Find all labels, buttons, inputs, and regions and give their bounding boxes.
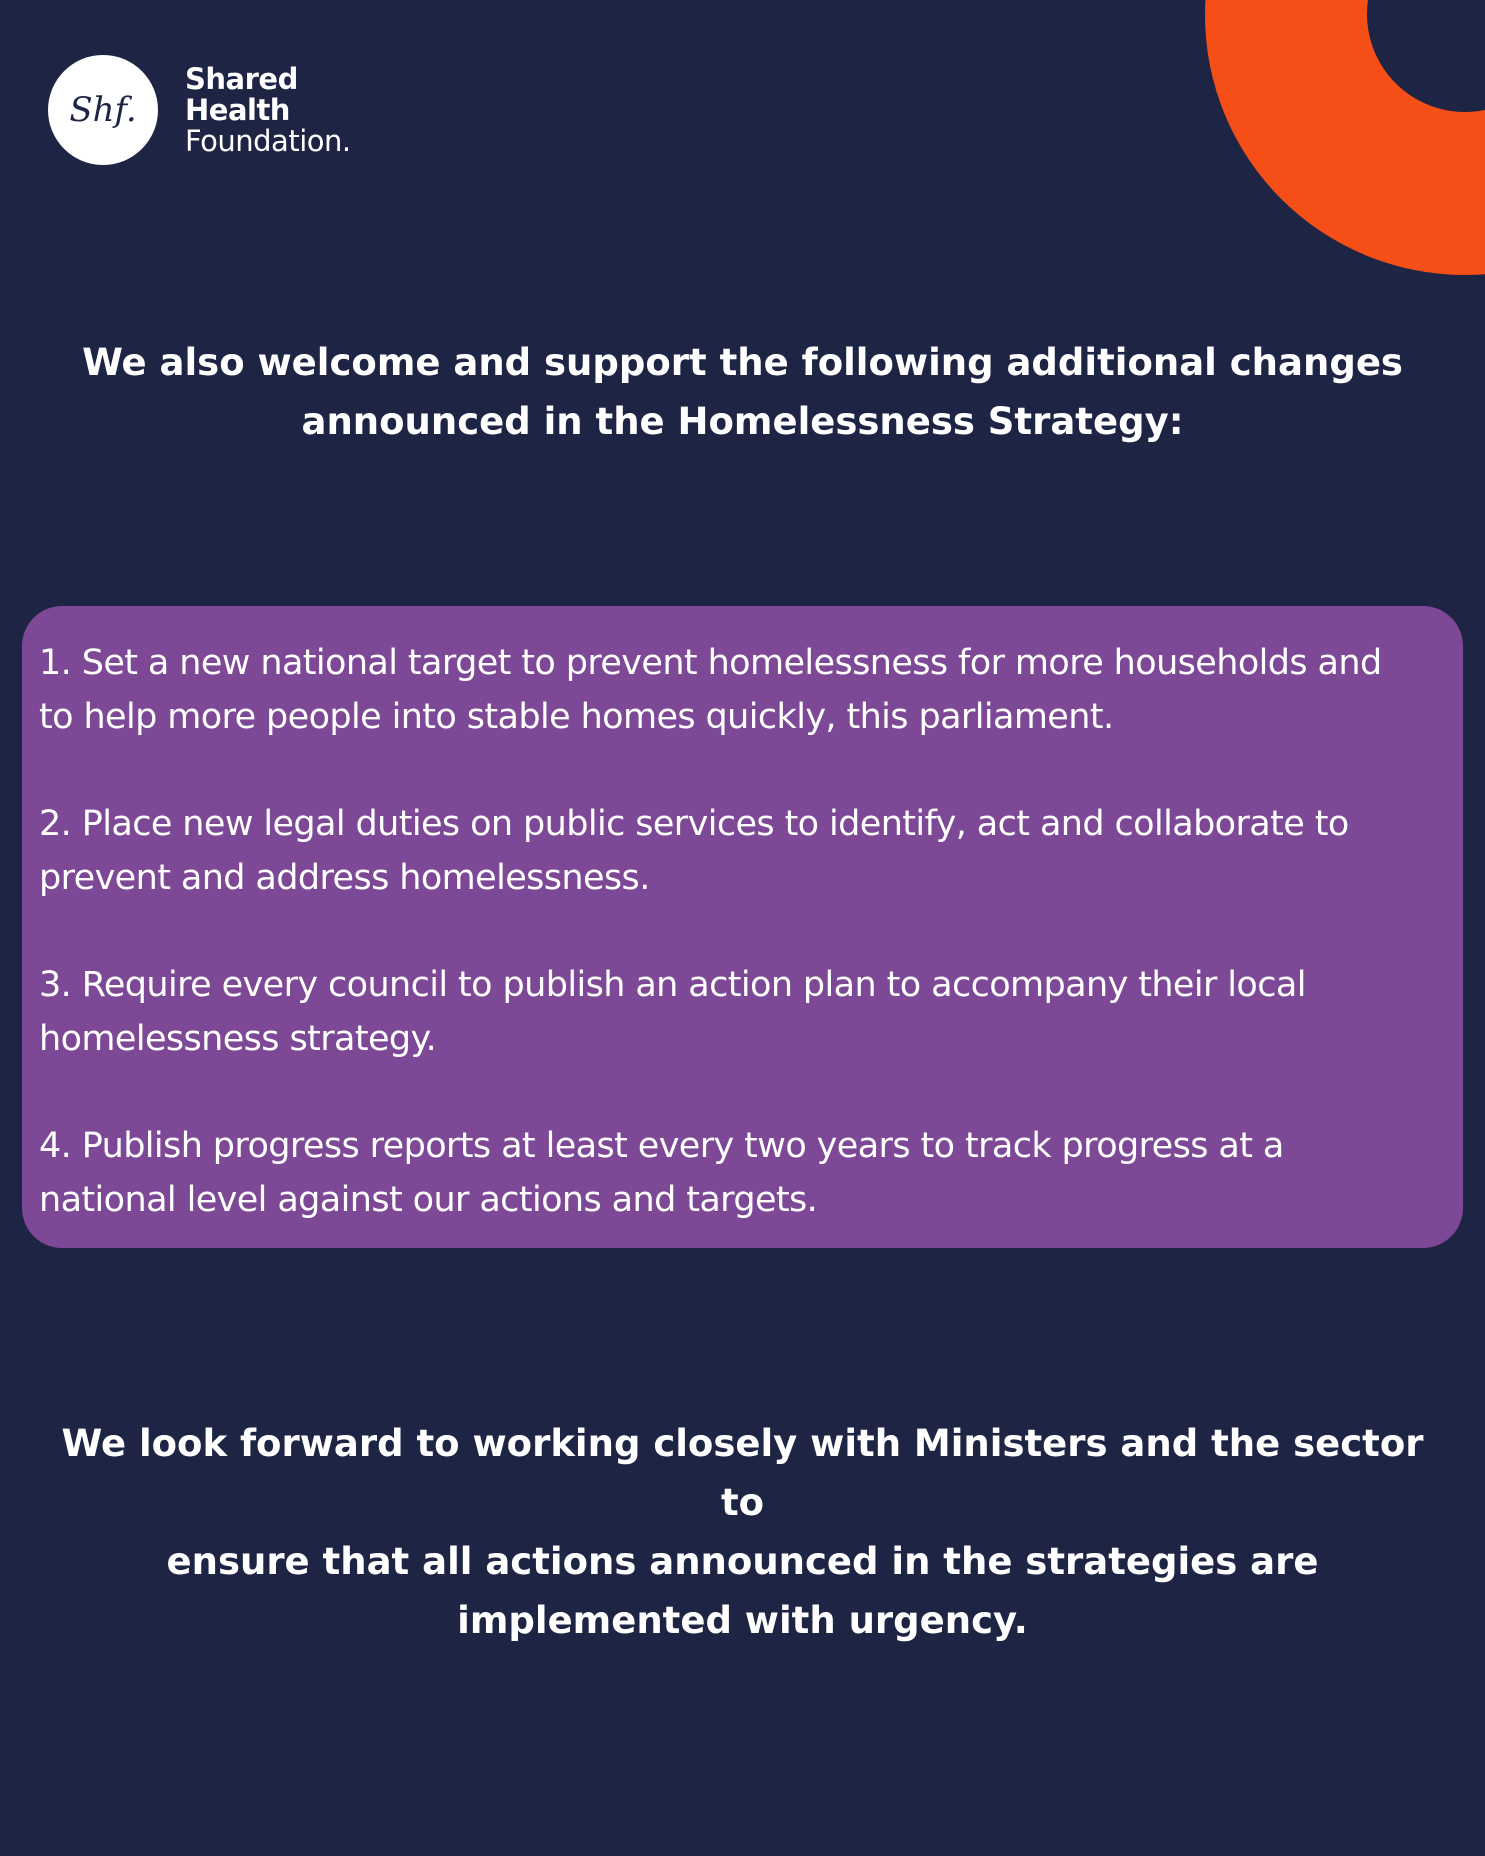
brand-logo — [48, 55, 351, 165]
action-item-2: 2. Place new legal duties on public services to identify, act and collaborate to prevent and address homelessness. — [39, 804, 1349, 898]
intro-heading: We also welcome and support the following additional changes announced in the Homelessness Strategy: — [82, 341, 1403, 443]
logo-monogram: Shf. — [48, 55, 158, 165]
action-item-4: 4. Publish progress reports at least every two years to track progress at a national level against our actions and targets. — [39, 1126, 1284, 1220]
closing-statement: We look forward to working closely with Ministers and the sector to ensure that all actions announced in the strategies are implemented with urgency. — [61, 1422, 1424, 1642]
logo-wordmark — [185, 61, 351, 158]
action-item-3: 3. Require every council to publish an action plan to accompany their local homelessness strategy. — [39, 965, 1306, 1059]
logo-word-health: Health — [185, 92, 290, 127]
logo-word-foundation: Foundation. — [185, 123, 351, 158]
actions-panel — [22, 606, 1463, 1248]
action-item-1: 1. Set a new national target to prevent homelessness for more households and to help more people into stable homes quickly, this parliament. — [39, 643, 1382, 737]
logo-word-shared: Shared — [185, 61, 298, 96]
